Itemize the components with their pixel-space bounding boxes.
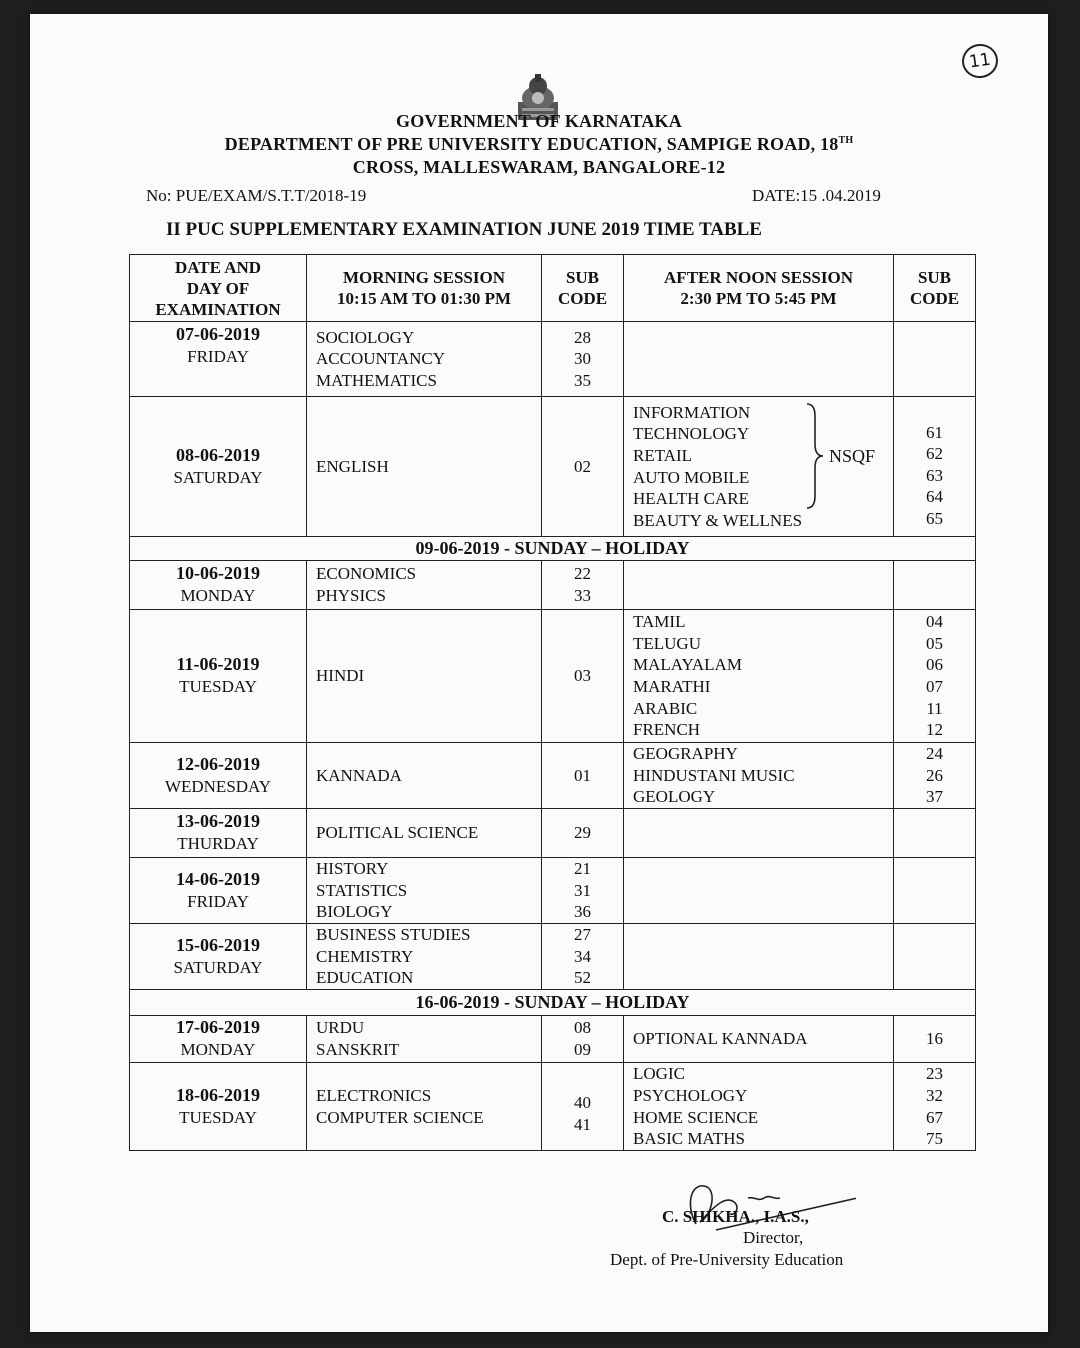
table-row [130,1016,976,1063]
date-cell: 10-06-2019 MONDAY [130,561,307,610]
afternoon-codes: 16 [894,1016,976,1063]
morning-codes: 27 34 52 [542,924,624,990]
reference-number: No: PUE/EXAM/S.T.T/2018-19 [146,186,367,205]
morning-subjects: ELECTRONICS COMPUTER SCIENCE [307,1063,542,1151]
afternoon-subjects: INFORMATION TECHNOLOGY RETAIL AUTO MOBILE HEALTH CARE BEAUTY & WELLNES NSQF [624,397,894,537]
morning-subjects: SOCIOLOGY ACCOUNTANCY MATHEMATICS [307,322,542,397]
table-row [130,743,976,809]
nsqf-group-label: NSQF [829,445,876,466]
table-row [130,561,976,610]
header-sub-code: SUB CODE [542,255,624,322]
right-brace-icon [805,402,825,510]
afternoon-subjects: LOGIC PSYCHOLOGY HOME SCIENCE BASIC MATHS [624,1063,894,1151]
header-morning-session: MORNING SESSION 10:15 AM TO 01:30 PM [307,255,542,322]
holiday-text: 09-06-2019 - SUNDAY – HOLIDAY [130,537,976,561]
afternoon-subjects [624,858,894,924]
afternoon-codes [894,322,976,397]
signatory-title: Director, [743,1228,804,1247]
date-cell: 13-06-2019 THURDAY [130,809,307,858]
afternoon-codes [894,561,976,610]
afternoon-codes: 23 32 67 75 [894,1063,976,1151]
afternoon-subjects [624,924,894,990]
document-page [30,14,1048,1332]
department-line-2: CROSS, MALLESWARAM, BANGALORE-12 [352,157,726,177]
holiday-row [130,990,976,1016]
signatory-name: C. SHIKHA., I.A.S., [662,1207,809,1226]
header-sub-code-2: SUB CODE [894,255,976,322]
morning-codes: 01 [542,743,624,809]
header-afternoon-session: AFTER NOON SESSION 2:30 PM TO 5:45 PM [624,255,894,322]
morning-subjects: POLITICAL SCIENCE [307,809,542,858]
afternoon-codes [894,924,976,990]
holiday-text: 16-06-2019 - SUNDAY – HOLIDAY [130,990,976,1016]
afternoon-codes [894,858,976,924]
morning-codes: 29 [542,809,624,858]
table-row [130,397,976,537]
date-cell: 12-06-2019 WEDNESDAY [130,743,307,809]
date-cell: 11-06-2019 TUESDAY [130,610,307,743]
date-cell: 07-06-2019 FRIDAY [130,322,307,397]
table-row [130,858,976,924]
morning-codes: 21 31 36 [542,858,624,924]
morning-codes: 28 30 35 [542,322,624,397]
signatory-department: Dept. of Pre-University Education [610,1250,844,1269]
morning-subjects: ECONOMICS PHYSICS [307,561,542,610]
table-row [130,610,976,743]
table-row [130,1063,976,1151]
afternoon-codes [894,809,976,858]
holiday-row [130,537,976,561]
morning-codes: 40 41 [542,1063,624,1151]
afternoon-subjects [624,322,894,397]
afternoon-subjects: TAMIL TELUGU MALAYALAM MARATHI ARABIC FRENCH [624,610,894,743]
afternoon-codes: 61 62 63 64 65 [894,397,976,537]
table-row [130,809,976,858]
header-date: DATE AND DAY OF EXAMINATION [130,255,307,322]
morning-codes: 08 09 [542,1016,624,1063]
government-title: GOVERNMENT OF KARNATAKA [396,111,682,131]
morning-subjects: ENGLISH [307,397,542,537]
document-date: DATE:15 .04.2019 [752,186,881,205]
morning-subjects: BUSINESS STUDIES CHEMISTRY EDUCATION [307,924,542,990]
afternoon-codes: 24 26 37 [894,743,976,809]
date-cell: 14-06-2019 FRIDAY [130,858,307,924]
afternoon-codes: 04 05 06 07 11 12 [894,610,976,743]
table-row [130,924,976,990]
department-line-1: DEPARTMENT OF PRE UNIVERSITY EDUCATION, SAMPIGE ROAD, 18TH [224,134,854,154]
date-cell: 08-06-2019 SATURDAY [130,397,307,537]
afternoon-subjects: OPTIONAL KANNADA [624,1016,894,1063]
date-cell: 17-06-2019 MONDAY [130,1016,307,1063]
morning-subjects: HINDI [307,610,542,743]
afternoon-subjects [624,809,894,858]
table-row [130,322,976,397]
morning-subjects: KANNADA [307,743,542,809]
morning-subjects: HISTORY STATISTICS BIOLOGY [307,858,542,924]
document-title: II PUC SUPPLEMENTARY EXAMINATION JUNE 2019 TIME TABLE [166,219,762,240]
morning-codes: 03 [542,610,624,743]
afternoon-subjects [624,561,894,610]
table-header-row [130,255,976,322]
morning-codes: 22 33 [542,561,624,610]
date-cell: 18-06-2019 TUESDAY [130,1063,307,1151]
morning-subjects: URDU SANSKRIT [307,1016,542,1063]
page-number: 11 [960,42,1000,81]
date-cell: 15-06-2019 SATURDAY [130,924,307,990]
morning-codes: 02 [542,397,624,537]
time-table [129,254,976,1151]
afternoon-subjects: GEOGRAPHY HINDUSTANI MUSIC GEOLOGY [624,743,894,809]
